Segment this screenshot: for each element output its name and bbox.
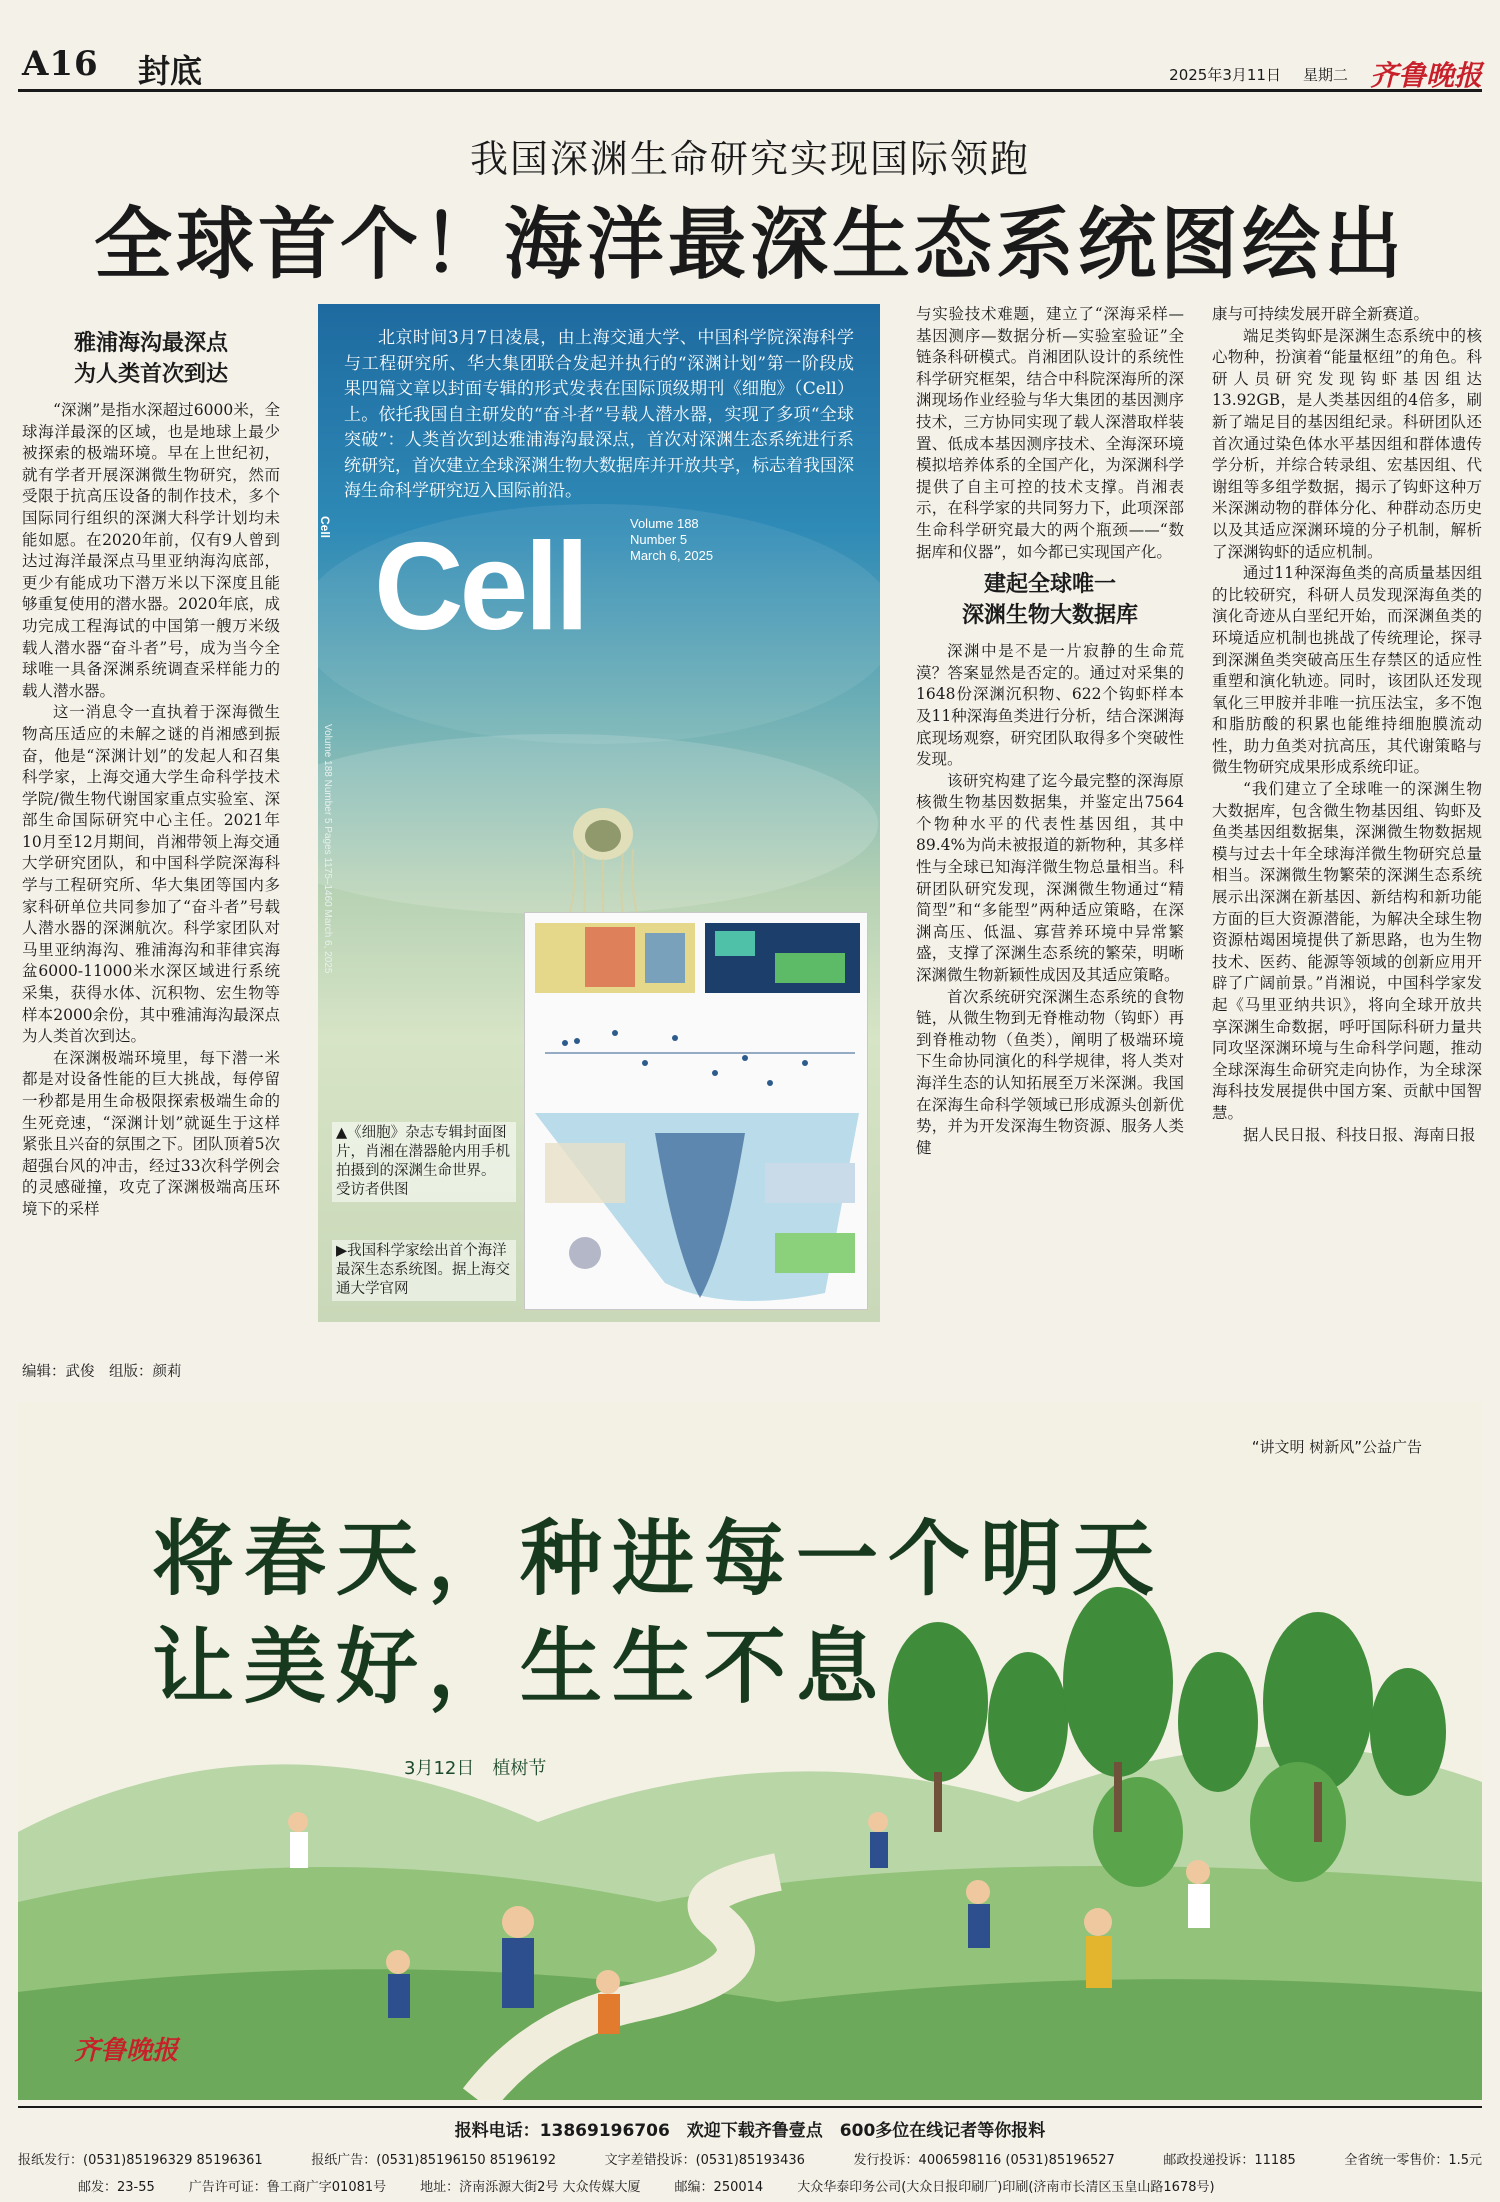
article-column-1 (22, 322, 280, 1221)
footer-info: 邮发：23-55 (78, 2180, 155, 2195)
footer-info: 发行投诉：4006598116 (0531)85196527 (853, 2153, 1115, 2168)
article-column-4 (1212, 304, 1482, 1146)
graphical-abstract-image (524, 912, 868, 1310)
page-header (18, 40, 1482, 92)
ad-slogan-line2: 让美好，生生不息 (152, 1619, 889, 1715)
issue-weekday: 星期二 (1302, 65, 1348, 84)
paragraph: 深渊中是不是一片寂静的生命荒漠？答案显然是否定的。通过对采集的1648份深渊沉积物、622个钩虾样本及11种深海鱼类进行分析，结合深渊海底现场观察，研究团队取得多个突破性发现。 (916, 642, 1184, 769)
section-heading-2-line2: 深渊生物大数据库 (961, 602, 1138, 629)
cover-side-tag: Cell (318, 516, 332, 539)
paragraph: 端足类钩虾是深渊生态系统中的核心物种，扮演着“能量枢纽”的角色。科研人员研究发现钩虾基因组达13.92GB，是人类基因组的4倍多，刷新了端足目的基因组纪录。科研团队还首次通过染色体水平基因组和群体遗传学分析，并综合转录组、宏基因组、代谢组等多组学数据，揭示了钩虾这种万米深渊动物的群体分化、种群动态历史以及其适应深渊环境的分子机制，解析了深渊钩虾的适应机制。 (1212, 326, 1482, 561)
ad-brand-logo: 齐鲁晚报 (74, 2036, 179, 2066)
paragraph: 首次系统研究深渊生态系统的食物链，从微生物到无脊椎动物（钩虾）再到脊椎动物（鱼类），阐明了极端环境下生命协同演化的科学规律，将人类对海洋生态的认知拓展至万米深渊。我国在深海生命科学领域已形成源头创新优势，并为开发深海生物资源、服务人类健 (916, 987, 1184, 1157)
article-column-3 (916, 304, 1184, 1159)
paragraph: “我们建立了全球唯一的深渊生物大数据库，包含微生物基因组、钩虾及鱼类基因组数据集，深渊微生物数据规模与过去十年全球海洋微生物研究总量相当。深渊微生物繁荣的深渊生态系统展示出深渊在新基因、新结构和新功能方面的巨大资源潜能，为解决全球生物资源枯竭困境提供了新思路，也为生物技术、医药、能源等领域的创新应用开辟了广阔前景。”肖湘说，中国科学家发起《马里亚纳共识》，将向全球开放共享深渊生命数据，呼吁国际科研力量共同攻坚深渊环境与生命科学问题，推动全球深海生命研究走向协作，为全球深海科技发展提供中国方案、贡献中国智慧。 (1212, 780, 1482, 1122)
cover-number: Number 5 (630, 532, 688, 547)
page-number: A16 (22, 44, 99, 84)
section-heading-2 (916, 569, 1184, 631)
paragraph: 与实验技术难题，建立了“深海采样—基因测序—数据分析—实验室验证”全链条科研模式。肖湘团队设计的系统性科学研究框架，结合中科院深海所的深渊现场作业经验与华大集团的基因测序技术，三方协同实现了载人深潜取样装置、低成本基因测序技术、全海深环境模拟培养体系的全国产化，为深渊科学提供了自主可控的技术支撑。肖湘表示，在科学家的共同努力下，此项深部生命科学研究最大的两个瓶颈——“数据库和仪器”，如今都已实现国产化。 (916, 305, 1184, 561)
article-source: 据人民日报、科技日报、海南日报 (1243, 1125, 1476, 1144)
paragraph: 通过11种深海鱼类的高质量基因组的比较研究，科研人员发现深海鱼类的演化奇迹从白垩纪开始，而深渊鱼类的环境适应机制也挑战了传统理论，探寻到深渊鱼类突破高压生存禁区的适应性重塑和演化轨迹。同时，该团队还发现氧化三甲胺并非唯一抗压法宝，多不饱和脂肪酸的积累也能维持细胞膜流动性，助力鱼类对抗高压，其代谢策略与微生物研究成果形成系统印证。 (1212, 564, 1482, 777)
diagram-caption: ▶我国科学家绘出首个海洋最深生态系统图。据上海交通大学官网 (332, 1240, 516, 1301)
footer-info: 大众华泰印务公司(大众日报印刷厂)印刷(济南市长清区玉皇山路1678号) (797, 2180, 1215, 2195)
footer-contact-row (18, 2149, 1482, 2168)
section-heading-2-line1: 建起全球唯一 (983, 571, 1116, 598)
cover-volume: Volume 188 (630, 516, 699, 531)
footer-info: 全省统一零售价：1.5元 (1344, 2153, 1482, 2168)
ad-slogan-line1: 将春天，种进每一个明天 (152, 1511, 1165, 1607)
section-heading-1 (22, 328, 280, 390)
footer-info: 报纸广告：(0531)85196150 85196192 (311, 2153, 556, 2168)
paragraph: 该研究构建了迄今最完整的深海原核微生物基因数据集，并鉴定出7564个物种水平的代表性基因组，其中89.4%为尚未被报道的新物种，其多样性与全球已知海洋微生物总量相当。科研团队研究发现，深渊微生物通过“精简型”和“多能型”两种适应策略，在深渊高压、低温、寡营养环境中异常繁盛，支撑了深渊生态系统的繁荣，明晰深渊微生物新颖性成因及其适应策略。 (916, 771, 1184, 985)
article-subhead: 我国深渊生命研究实现国际领跑 (469, 137, 1030, 181)
footer-info: 邮政投递投诉：11185 (1163, 2153, 1296, 2168)
footer-info: 报纸发行：(0531)85196329 85196361 (18, 2153, 263, 2168)
paragraph: 康与可持续发展开辟全新赛道。 (1212, 305, 1430, 323)
paragraph: 这一消息令一直执着于深海微生物高压适应的未解之谜的肖湘感到振奋，他是“深渊计划”的发起人和召集科学家，上海交通大学生命科学技术学院/微生物代谢国家重点实验室、深部生命国际研究中心主任。2021年10月至12月期间，肖湘带领上海交通大学研究团队，和中国科学院深海科学与工程研究所、华大集团等国内多家科研单位共同参加了“奋斗者”号载人潜水器的深渊航次。科学家团队对马里亚纳海沟、雅浦海沟和菲律宾海盆6000-11000米水深区域进行系统采集，获得水体、沉积物、宏生物等样本2000余份，其中雅浦海沟最深点为人类首次到达。 (22, 703, 280, 1046)
ecosystem-diagram-art (525, 913, 869, 1311)
masthead-logo: 齐鲁晚报 (1369, 59, 1482, 92)
arbor-day-label: 3月12日 植树节 (404, 1758, 547, 1779)
page-footer (18, 2106, 1482, 2195)
cell-journal-logo: Cell (374, 518, 586, 656)
footer-info: 邮编：250014 (674, 2180, 764, 2195)
section-name: 封底 (138, 52, 203, 90)
paragraph: 在深渊极端环境里，每下潜一米都是对设备性能的巨大挑战，每停留一秒都是用生命极限探索极端生命的生死竞速，“深渊计划”就诞生于这样紧张且兴奋的氛围之下。团队顶着5次超强台风的冲击，经过33次科学例会的灵感碰撞，攻克了深渊极端高压环境下的采样 (22, 1048, 280, 1218)
issue-date: 2025年3月11日 (1169, 65, 1281, 84)
footer-info: 地址：济南泺源大街2号 大众传媒大厦 (420, 2180, 641, 2195)
cover-issue-info (630, 516, 713, 564)
header-meta (1169, 54, 1482, 94)
footer-publisher-row (18, 2176, 1482, 2195)
cover-intro-text: 北京时间3月7日凌晨，由上海交通大学、中国科学院深海科学与工程研究所、华大集团联合发起并执行的“深渊计划”第一阶段成果四篇文章以封面专辑的形式发表在国际顶级期刊《细胞》（Cell）上。依托我国自主研发的“奋斗者”号载人潜水器，实现了多项“全球突破”：人类首次到达雅浦海沟最深点，首次对深渊生态系统进行系统研究，首次建立全球深渊生物大数据库并开放共享，标志着我国深海生命科学研究迈入国际前沿。 (344, 328, 854, 501)
cover-date: March 6, 2025 (630, 548, 714, 563)
footer-info: 广告许可证：鲁工商广字01081号 (188, 2180, 387, 2195)
news-hotline: 报料电话：13869196706 欢迎下载齐鲁壹点 600多位在线记者等你报料 (454, 2121, 1046, 2141)
cover-caption: ▲《细胞》杂志专辑封面图片，肖湘在潜器舱内用手机拍摄到的深渊生命世界。 受访者供图 (332, 1122, 516, 1202)
section-heading-1-line1: 雅浦海沟最深点 (73, 330, 228, 356)
cell-cover-image (318, 304, 880, 1322)
cover-spine-text: Volume 188 Number 5 Pages 1175–1460 March 6, 2025 (322, 724, 333, 974)
public-service-ad (18, 1402, 1482, 2100)
section-heading-1-line2: 为人类首次到达 (73, 361, 228, 387)
footer-info: 文字差错投诉：(0531)85193436 (604, 2153, 805, 2168)
editor-credits: 编辑：武俊 组版：颜莉 (22, 1364, 182, 1380)
article-headline: 全球首个！海洋最深生态系统图绘出 (93, 199, 1406, 290)
paragraph: “深渊”是指水深超过6000米，全球海洋最深的区域，也是地球上最少被探索的极端环境。早在上世纪初，就有学者开展深渊微生物研究，然而受限于抗高压设备的制作技术，多个国际同行组织的深渊大科学计划均未能如愿。在2020年前，仅有9人曾到达过海洋最深点马里亚纳海沟底部，更少有能成功下潜万米以下深度且能够重复使用的潜水器。2020年底，成功完成工程海试的中国第一艘万米级载人潜水器“奋斗者”号，成为当今全球唯一具备深渊系统调查采样能力的载人潜水器。 (22, 401, 280, 700)
ad-sponsor: “讲文明 树新风”公益广告 (1251, 1438, 1422, 1456)
